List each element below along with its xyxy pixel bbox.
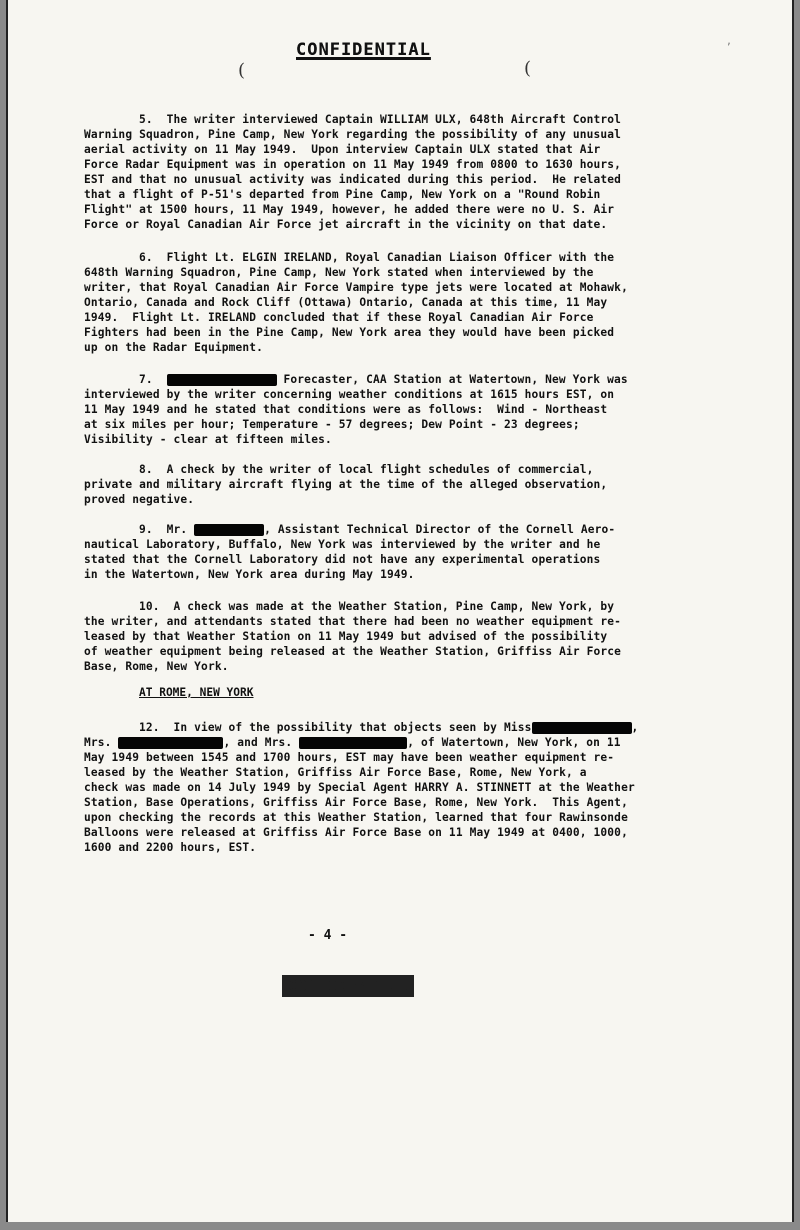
document-page bbox=[6, 0, 794, 1222]
redaction bbox=[194, 524, 264, 536]
paragraph-6: 6. Flight Lt. ELGIN IRELAND, Royal Canadian Liaison Officer with the 648th Warning Squadron, Pine Camp, New York stated when interviewed by the writer, that Royal Canadian Air Force Vampire type jets were located at Mohawk, Ontario, Canada and Rock Cliff (Ottawa) Ontario, Canada at this time, 11 May 1949. Flight Lt. IRELAND concluded that if these Royal Canadian Air Force Fighters had been in the Pine Camp, New York area they would have been picked up on the Radar Equipment. bbox=[84, 251, 628, 354]
scan-mark: , bbox=[726, 36, 733, 47]
redaction bbox=[167, 374, 277, 386]
scan-mark: ( bbox=[238, 60, 246, 81]
section-heading: AT ROME, NEW YORK bbox=[139, 686, 254, 699]
redaction bbox=[299, 737, 407, 749]
classification-stamp-bottom: CONFIDENTIAL bbox=[282, 975, 414, 997]
classification-stamp-top: CONFIDENTIAL bbox=[296, 40, 431, 60]
paragraph-9: 9. Mr. , Assistant Technical Director of the Cornell Aero- nautical Laboratory, Buffalo, New York was interviewed by the writer and he stated that the Cornell Laboratory did not have any experimental operations in the Watertown, New York area during May 1949. bbox=[84, 523, 616, 581]
redaction bbox=[532, 722, 632, 734]
redaction bbox=[118, 737, 223, 749]
paragraph-8: 8. A check by the writer of local flight schedules of commercial, private and military aircraft flying at the time of the alleged observation, proved negative. bbox=[84, 463, 608, 506]
scan-mark: ( bbox=[524, 58, 532, 79]
paragraph-7: 7. Forecaster, CAA Station at Watertown, New York was interviewed by the writer concerning weather conditions at 1615 hours EST, on 11 May 1949 and he stated that conditions were as follows: Wind - Northeast at six miles per hour; Temperature - 57 degrees; Dew Point - 23 degrees; Visibility - clear at fifteen miles. bbox=[84, 373, 628, 446]
page-number: - 4 - bbox=[308, 928, 348, 943]
paragraph-5: 5. The writer interviewed Captain WILLIAM ULX, 648th Aircraft Control Warning Squadron, Pine Camp, New York regarding the possibility of any unusual aerial activity on 11 May 1949. Upon interview Captain ULX stated that Air Force Radar Equipment was in operation on 11 May 1949 from 0800 to 1630 hours, EST and that no unusual activity was indicated during this period. He related that a flight of P-51's departed from Pine Camp, New York on a "Round Robin Flight" at 1500 hours, 11 May 1949, however, he added there were no U. S. Air Force or Royal Canadian Air Force jet aircraft in the vicinity on that date. bbox=[84, 113, 622, 231]
paragraph-12: 12. In view of the possibility that objects seen by Miss , Mrs. , and Mrs. , of Watertown, New York, on 11 May 1949 between 1545 and 1700 hours, EST may have been weather equipment re- leased by the Weather Station, Griffiss Air Force Base, Rome, New York, a check was made on 14 July 1949 by Special Agent HARRY A. STINNETT at the Weather Station, Base Operations, Griffiss Air Force Base, Rome, New York. This Agent, upon checking the records at this Weather Station, learned that four Rawinsonde Balloons were released at Griffiss Air Force Base on 11 May 1949 at 0400, 1000, 1600 and 2200 hours, EST. bbox=[84, 721, 639, 854]
paragraph-10: 10. A check was made at the Weather Station, Pine Camp, New York, by the writer, and attendants stated that there had been no weather equipment re- leased by that Weather Station on 11 May 1949 but advised of the possibility of weather equipment being released at the Weather Station, Griffiss Air Force Base, Rome, New York. bbox=[84, 600, 622, 673]
